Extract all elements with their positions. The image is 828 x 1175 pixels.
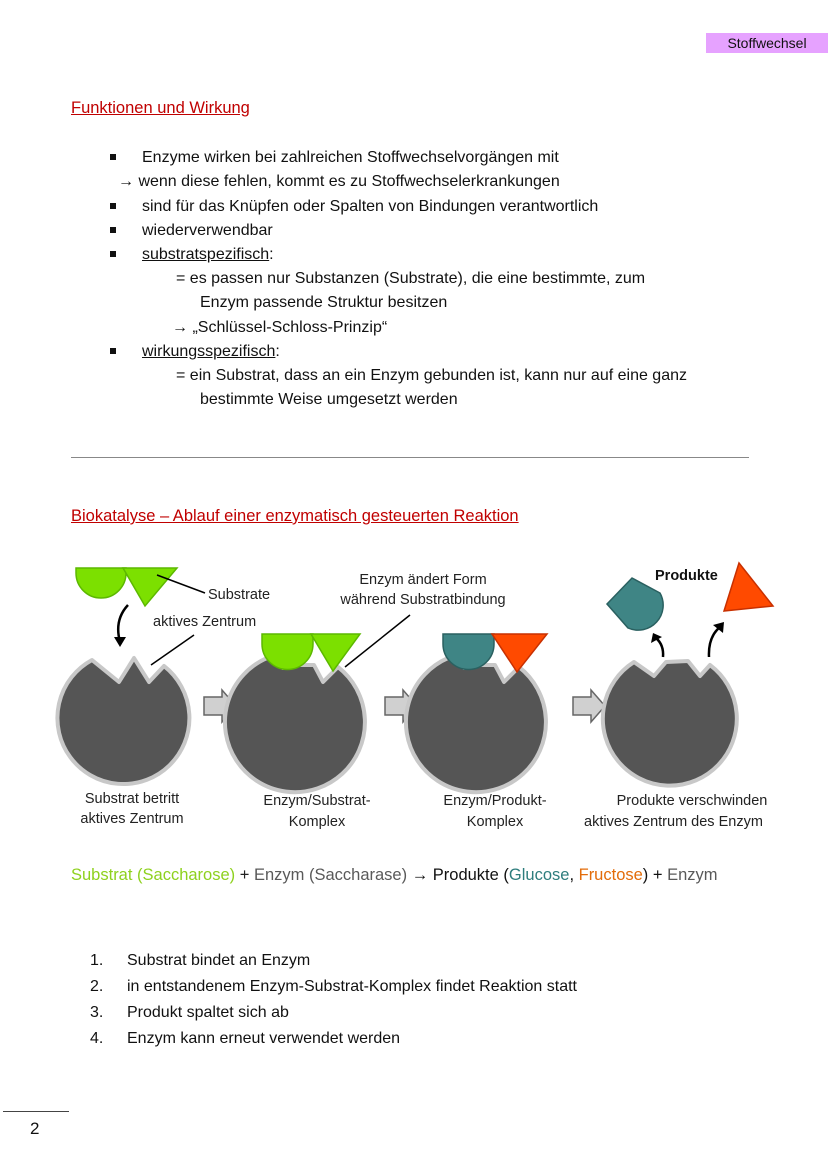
label-substrate: Substrate — [208, 587, 271, 603]
caption: Komplex — [288, 814, 346, 830]
equation-enzyme-2: Enzym — [667, 866, 718, 884]
caption: Enzym/Substrat- — [263, 793, 371, 809]
enzyme-shape — [225, 658, 365, 792]
label-shape-change: Enzym ändert Form — [359, 572, 487, 588]
equation-substrate: Substrat (Saccharose) — [71, 866, 236, 884]
equation-enzyme: Enzym (Saccharase) — [253, 866, 408, 884]
enzyme-reaction-diagram — [0, 545, 828, 845]
caption: aktives Zentrum — [80, 811, 184, 827]
fructose-product — [724, 563, 773, 611]
step-number: 4. — [90, 1030, 104, 1047]
step-number: 1. — [90, 952, 104, 969]
label-shape-change: während Substratbindung — [340, 592, 506, 608]
step-text: Substrat bindet an Enzym — [127, 952, 311, 969]
equation-fructose: Fructose — [578, 866, 643, 884]
colon: : — [275, 343, 280, 360]
bullet-marker — [110, 154, 116, 160]
text-line — [142, 245, 274, 265]
caption: Substrat betritt — [84, 791, 180, 807]
step-text: Enzym kann erneut verwendet werden — [127, 1030, 401, 1047]
substrate-semicircle — [76, 568, 126, 598]
footer-line — [3, 1111, 69, 1112]
text-line: = es passen nur Substanzen (Substrate), die eine bestimmte, zum — [176, 270, 646, 287]
fructose-product — [492, 634, 547, 672]
caption: Enzym/Produkt- — [443, 793, 547, 809]
colon: : — [269, 246, 274, 263]
step-number: 3. — [90, 1004, 104, 1021]
label-products: Produkte — [655, 568, 718, 584]
text-line: bestimmte Weise umgesetzt werden — [200, 391, 458, 408]
text-line: Enzym passende Struktur besitzen — [200, 294, 448, 311]
text-line: sind für das Knüpfen oder Spalten von Bindungen verantwortlich — [142, 198, 599, 215]
section-heading-biocatalysis: Biokatalyse – Ablauf einer enzymatisch gesteuerten Reaktion — [71, 507, 519, 525]
enzyme-shape — [57, 658, 189, 784]
text-line — [142, 342, 280, 362]
enzyme-shape — [603, 661, 737, 786]
divider — [71, 457, 749, 458]
substrate-triangle — [311, 634, 360, 671]
term-effect-specific: wirkungsspezifisch — [142, 343, 276, 360]
topic-tag: Stoffwechsel — [706, 33, 828, 53]
step-text: in entstandenem Enzym-Substrat-Komplex findet Reaktion statt — [127, 978, 577, 995]
text-line: = ein Substrat, dass an ein Enzym gebunden ist, kann nur auf eine ganz — [176, 367, 687, 384]
process-arrow-icon — [573, 690, 605, 722]
step-number: 2. — [90, 978, 104, 995]
text-line: → wenn diese fehlen, kommt es zu Stoffwechselerkrankungen — [118, 173, 560, 190]
caption: Komplex — [466, 814, 524, 830]
bullet-marker — [110, 348, 116, 354]
caption: Produkte verschwinden — [616, 793, 768, 809]
enzyme-shape — [406, 658, 546, 792]
term-substrate-specific: substratspezifisch — [142, 246, 270, 263]
bullet-marker — [110, 251, 116, 257]
substrate-triangle — [123, 568, 177, 606]
text-line: Enzyme wirken bei zahlreichen Stoffwechselvorgängen mit — [142, 149, 559, 166]
label-active-site: aktives Zentrum — [153, 614, 257, 630]
equation-arrow: → Produkte ( — [407, 866, 509, 884]
step-text: Produkt spaltet sich ab — [127, 1004, 289, 1021]
equation-comma: , — [569, 866, 579, 884]
equation-glucose: Glucose — [508, 866, 570, 884]
arrow-head-icon — [114, 637, 126, 647]
reaction-equation — [71, 866, 718, 885]
text-line: wiederverwendbar — [142, 222, 273, 239]
equation-plus: + — [235, 866, 254, 884]
bullet-marker — [110, 227, 116, 233]
caption: aktives Zentrum des Enzym — [584, 814, 763, 830]
page-number: 2 — [30, 1119, 40, 1138]
text-line: → „Schlüssel-Schloss-Prinzip“ — [172, 319, 388, 336]
glucose-product — [607, 578, 663, 630]
section-heading-functions: Funktionen und Wirkung — [71, 99, 250, 117]
equation-close: ) + — [642, 866, 668, 884]
bullet-marker — [110, 203, 116, 209]
